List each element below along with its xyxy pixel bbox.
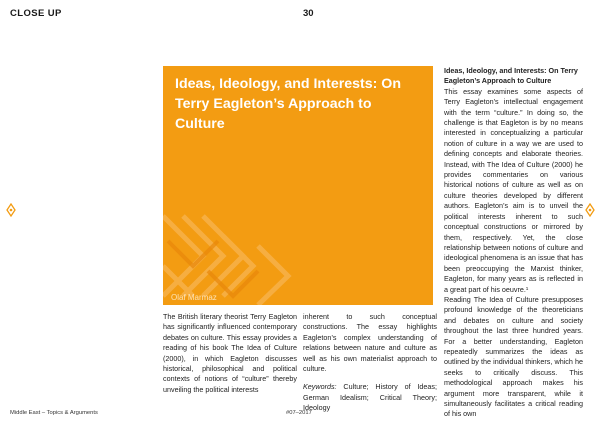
body-column bbox=[444, 66, 583, 420]
section-heading: Ideas, Ideology, and Interests: On Terry Eagleton’s Approach to Culture bbox=[444, 66, 578, 86]
keywords bbox=[303, 382, 437, 413]
page-marker-left-icon bbox=[6, 203, 16, 217]
issue-number: #07–2017 bbox=[286, 410, 312, 416]
abstract-column-2 bbox=[303, 312, 437, 414]
keywords-label: Keywords: bbox=[303, 382, 337, 392]
author-name: Olaf Marmaz bbox=[171, 293, 217, 302]
abstract-column-1 bbox=[163, 312, 297, 395]
keywords-list: Culture; History of Ideas; German Idealism; Critical Theory; Ideology bbox=[303, 382, 437, 413]
article-title: Ideas, Ideology, and Interests: On Terry Eagleton’s Approach to Culture bbox=[175, 76, 401, 132]
body-paragraph-2: Reading The Idea of Culture presupposes profound knowledge of the theoreticians and debates on culture and society throughout the last three hundred years. For a better understanding, Eagleton repeatedly summarizes the ideas as outlined by the individual thinkers, which he seeks to critically discuss. This methodological approach makes his argument more transparent, while it simultaneously facilitates a critical reading of his own bbox=[444, 294, 583, 419]
section-label: CLOSE UP bbox=[10, 8, 62, 19]
abstract-text-2: inherent to such conceptual constructions. The essay highlights Eagleton’s complex understanding of relations between nature and culture as well as his own materialist approach to culture. bbox=[303, 312, 437, 374]
page-number: 30 bbox=[303, 8, 314, 19]
journal-name: Middle East – Topics & Arguments bbox=[10, 410, 98, 416]
title-panel bbox=[163, 66, 433, 305]
abstract-text-1: The British literary theorist Terry Eagleton has significantly influenced contemporary debates on culture. This essay provides a reading of his book The Idea of Culture (2000), in which Eagleton discusses historical, philosophical and political contexts of notions of “culture” thereby unveiling the political interests bbox=[163, 312, 297, 394]
body-paragraph-1: This essay examines some aspects of Terry Eagleton’s intellectual engagement with the term “culture.” In doing so, the challenge is that Eagleton is by no means interested in conceptualizing a particular notion of culture in a way we are used to defining concepts and elaborate theories. Instead, with The Idea of Culture (2000) he provides commentaries on various historical notions of culture as well as on culture theories developed by different authors. Eagleton’s aim is to unveil the political interests inherent to such conceptual constructions or mirrored by them, respectively. Yet, the close relationship between notions of culture and ideological phenomena is an issue that has been preoccupying the Marxist thinker, Eagleton, for many years as is reflected in a great part of his oeuvre.¹ bbox=[444, 86, 583, 294]
page-marker-right-icon bbox=[585, 203, 595, 217]
